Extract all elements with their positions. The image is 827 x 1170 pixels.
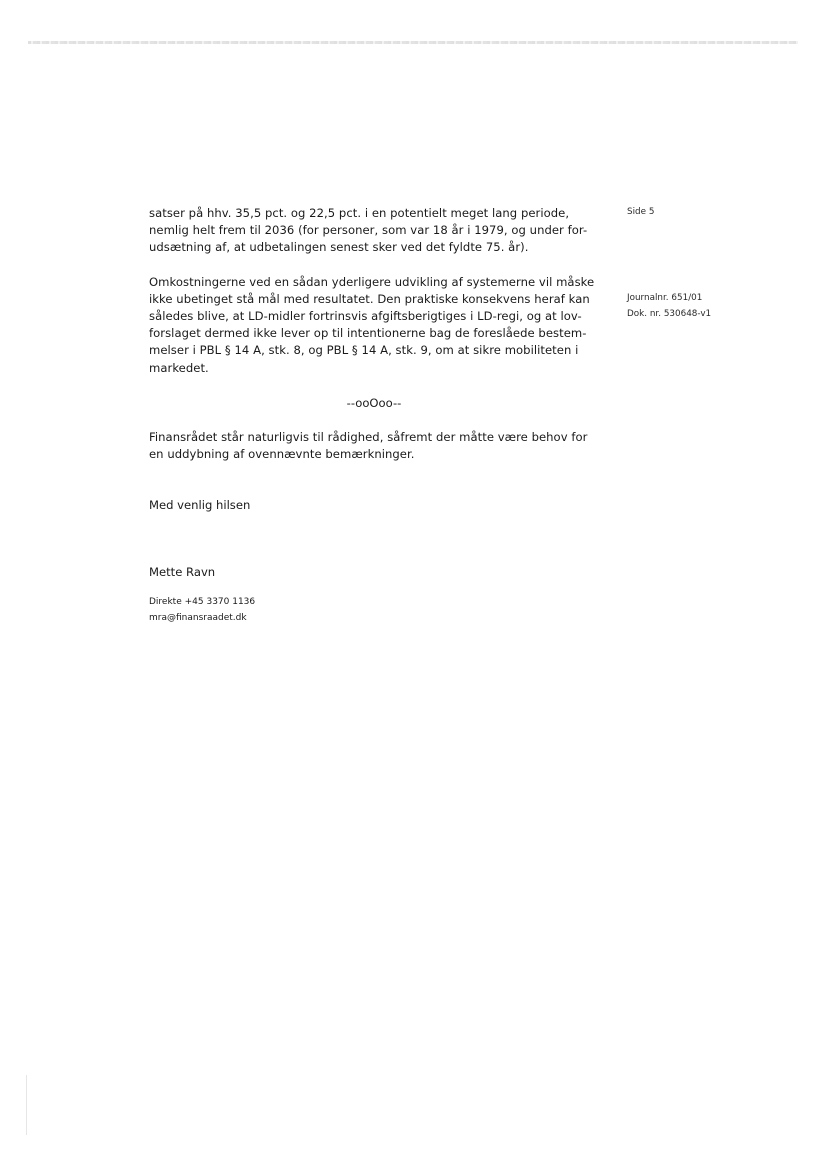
paragraph-line: forslaget dermed ikke lever op til intentionerne bag de foreslåede bestem- xyxy=(149,326,587,341)
paragraph-2 xyxy=(149,274,595,377)
journal-number: Journalnr. 651/01 xyxy=(627,293,703,303)
section-divider: --ooOoo-- xyxy=(346,395,402,410)
paragraph-line: markedet. xyxy=(149,360,209,375)
paragraph-line: satser på hhv. 35,5 pct. og 22,5 pct. i en potentielt meget lang periode, xyxy=(149,206,570,220)
document-number: Dok. nr. 530648-v1 xyxy=(627,309,712,319)
contact-phone: Direkte +45 3370 1136 xyxy=(149,597,256,608)
paragraph-line: nemlig helt frem til 2036 (for personer, som var 18 år i 1979, og under for- xyxy=(149,223,588,238)
contact-email: mra@finansraadet.dk xyxy=(149,613,247,624)
paragraph-line: ikke ubetinget stå mål med resultatet. Den praktiske konsekvens heraf kan xyxy=(149,291,590,306)
closing-salutation: Med venlig hilsen xyxy=(149,498,251,513)
paragraph-line: en uddybning af ovennævnte bemærkninger. xyxy=(149,447,415,462)
scan-left-edge xyxy=(26,1075,27,1135)
letter-body xyxy=(149,205,595,626)
page-number: Side 5 xyxy=(627,207,655,217)
scan-edge-line xyxy=(28,41,798,44)
paragraph-line: Omkostningerne ved en sådan yderligere udvikling af systemerne vil måske xyxy=(149,274,595,289)
signer-name: Mette Ravn xyxy=(149,565,216,580)
paragraph-line: melser i PBL § 14 A, stk. 8, og PBL § 14 A, stk. 9, om at sikre mobiliteten i xyxy=(149,343,579,358)
contact-info xyxy=(149,594,589,626)
paragraph-line: således blive, at LD-midler fortrinsvis afgiftsberigtiges i LD-regi, og at lov- xyxy=(149,309,582,324)
paragraph-1 xyxy=(149,205,589,257)
paragraph-3 xyxy=(149,429,589,463)
paragraph-line: Finansrådet står naturligvis til rådighed, såfremt der måtte være behov for xyxy=(149,429,588,444)
document-reference xyxy=(627,290,711,322)
paragraph-line: udsætning af, at udbetalingen senest sker ved det fyldte 75. år). xyxy=(149,240,529,255)
